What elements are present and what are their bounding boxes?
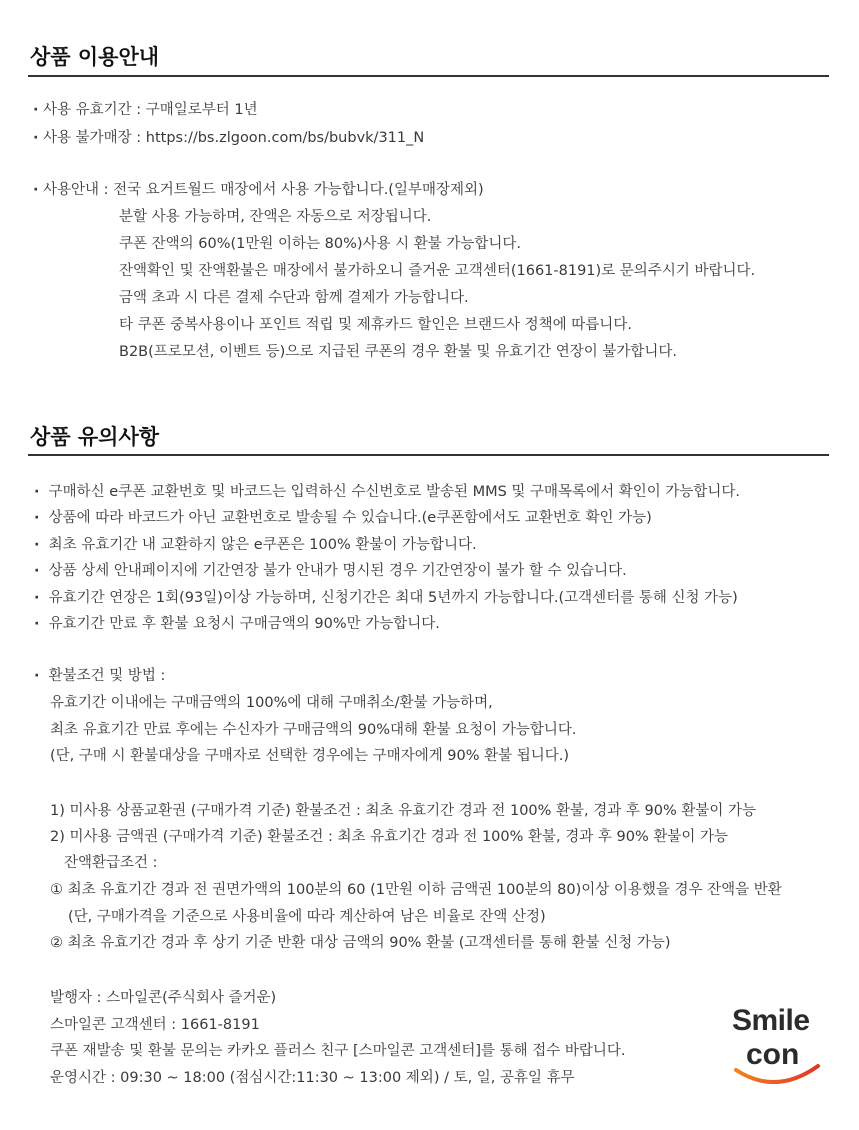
- notice-item: · 최초 유효기간 내 교환하지 않은 e쿠폰은 100% 환불이 가능합니다.: [34, 537, 477, 553]
- refund-line: (단, 구매 시 환불대상을 구매자로 선택한 경우에는 구매자에게 90% 환불 됩니다.): [50, 748, 570, 764]
- customer-center-line: 스마일콘 고객센터 : 1661-8191: [50, 1017, 260, 1033]
- refund-line: 유효기간 이내에는 구매금액의 100%에 대해 구매취소/환불 가능하며,: [50, 695, 493, 711]
- usage-guide-line: 잔액확인 및 잔액환불은 매장에서 불가하오니 즐거운 고객센터(1661-8191)로 문의주시기 바랍니다.: [119, 263, 756, 279]
- usage-guide-line: 쿠폰 잔액의 60%(1만원 이하는 80%)사용 시 환불 가능합니다.: [119, 236, 522, 252]
- usage-guide-line: 타 쿠폰 중복사용이나 포인트 적립 및 제휴카드 할인은 브랜드사 정책에 따릅니다.: [119, 317, 632, 333]
- notice-item: · 유효기간 연장은 1회(93일)이상 가능하며, 신청기간은 최대 5년까지 가능합니다.(고객센터를 통해 신청 가능): [34, 590, 738, 606]
- refund-line: 최초 유효기간 만료 후에는 수신자가 구매금액의 90%대해 환불 요청이 가능합니다.: [50, 722, 577, 738]
- refund-condition: 2) 미사용 금액권 (구매가격 기준) 환불조건 : 최초 유효기간 경과 전 100% 환불, 경과 후 90% 환불이 가능: [50, 829, 728, 845]
- usage-guide-line: B2B(프로모션, 이벤트 등)으로 지급된 쿠폰의 경우 환불 및 유효기간 연장이 불가합니다.: [119, 344, 677, 360]
- section-title-notice: 상품 유의사항: [30, 425, 160, 449]
- refund-title: · 환불조건 및 방법 :: [34, 668, 166, 684]
- refund-condition: ② 최초 유효기간 경과 후 상기 기준 반환 대상 금액의 90% 환불 (고객센터를 통해 환불 신청 가능): [50, 935, 671, 951]
- logo-text-smile: Smile: [732, 1004, 810, 1037]
- valid-period-line: · 사용 유효기간 : 구매일로부터 1년: [33, 102, 258, 118]
- refund-condition: 1) 미사용 상품교환권 (구매가격 기준) 환불조건 : 최초 유효기간 경과 전 100% 환불, 경과 후 90% 환불이 가능: [50, 803, 756, 819]
- usage-guide-line: 분할 사용 가능하며, 잔액은 자동으로 저장됩니다.: [119, 209, 432, 225]
- notice-item: · 유효기간 만료 후 환불 요청시 구매금액의 90%만 가능합니다.: [34, 616, 440, 632]
- smilecon-logo: [730, 1004, 830, 1092]
- usage-guide-line: 금액 초과 시 다른 결제 수단과 함께 결제가 가능합니다.: [119, 290, 469, 306]
- publisher-line: 발행자 : 스마일콘(주식회사 즐거운): [50, 990, 277, 1006]
- section-divider: [28, 454, 829, 456]
- usage-guide-line: · 사용안내 : 전국 요거트월드 매장에서 사용 가능합니다.(일부매장제외): [33, 182, 484, 198]
- balance-refund-title: 잔액환급조건 :: [64, 855, 158, 871]
- refund-condition: (단, 구매가격을 기준으로 사용비율에 따라 계산하여 남은 비율로 잔액 산정): [68, 909, 546, 925]
- logo-text-con: con: [746, 1038, 800, 1071]
- refund-condition: ① 최초 유효기간 경과 전 권면가액의 100분의 60 (1만원 이하 금액권 100분의 80)이상 이용했을 경우 잔액을 반환: [50, 882, 782, 898]
- notice-item: · 구매하신 e쿠폰 교환번호 및 바코드는 입력하신 수신번호로 발송된 MMS 및 구매목록에서 확인이 가능합니다.: [34, 484, 740, 500]
- smile-curve-icon: [730, 1060, 830, 1092]
- notice-item: · 상품에 따라 바코드가 아닌 교환번호로 발송될 수 있습니다.(e쿠폰함에서도 교환번호 확인 가능): [34, 510, 652, 526]
- notice-item: · 상품 상세 안내페이지에 기간연장 불가 안내가 명시된 경우 기간연장이 불가 할 수 있습니다.: [34, 563, 627, 579]
- operating-hours-line: 운영시간 : 09:30 ~ 18:00 (점심시간:11:30 ~ 13:00 제외) / 토, 일, 공휴일 휴무: [50, 1070, 575, 1086]
- section-title-usage-guide: 상품 이용안내: [30, 45, 160, 69]
- resend-inquiry-line: 쿠폰 재발송 및 환불 문의는 카카오 플러스 친구 [스마일콘 고객센터]를 통해 접수 바랍니다.: [50, 1043, 626, 1059]
- section-divider: [28, 75, 829, 77]
- unavailable-stores-line: · 사용 불가매장 : https://bs.zlgoon.com/bs/bubvk/311_N: [33, 130, 425, 146]
